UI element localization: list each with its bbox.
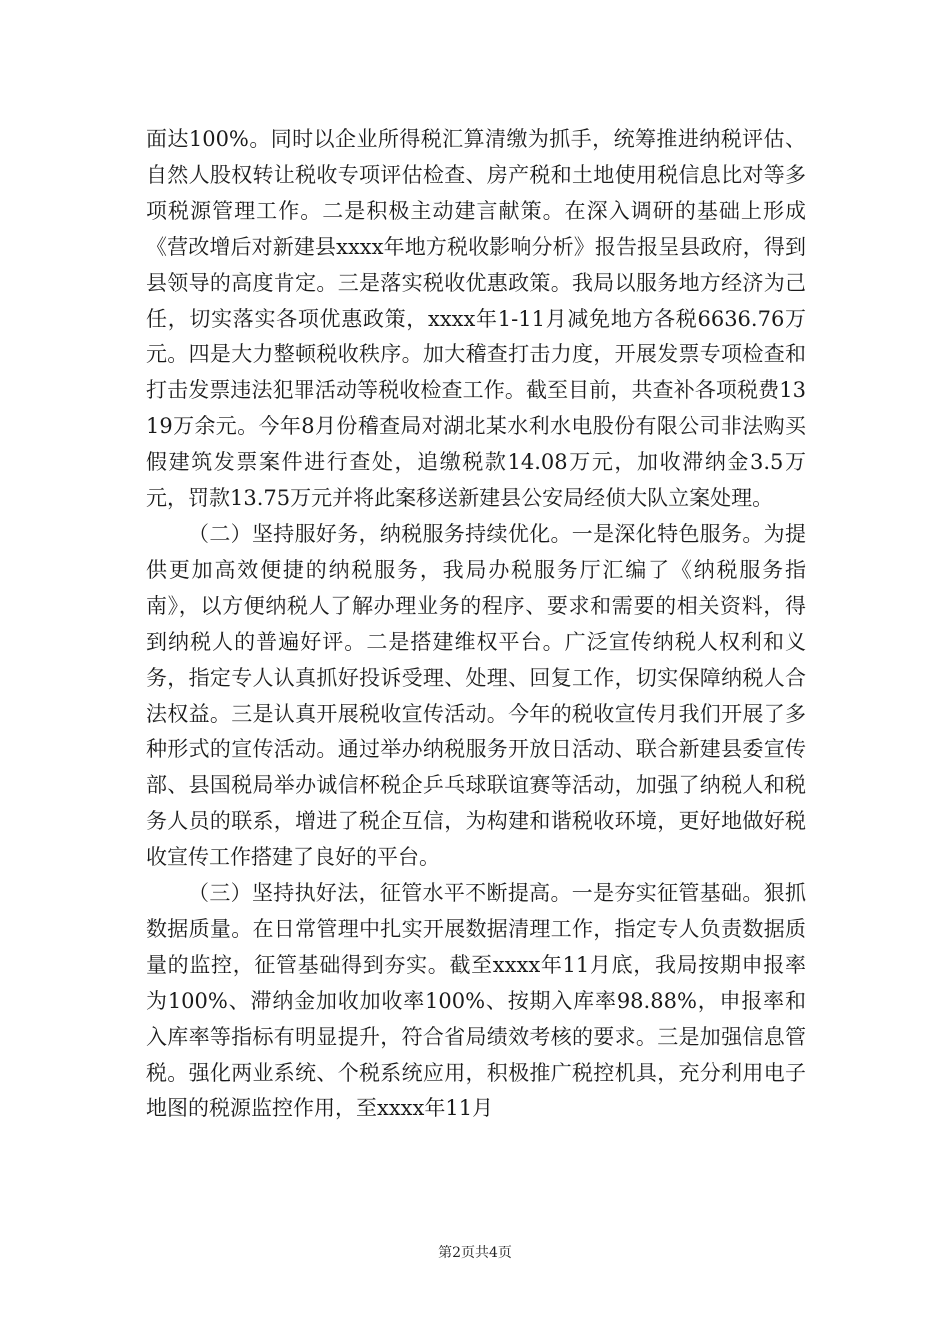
body-paragraph-1: 面达100%。同时以企业所得税汇算清缴为抓手，统筹推进纳税评估、自然人股权转让税收专项评估检查、房产税和土地使用税信息比对等多项税源管理工作。二是积极主动建言献策。在深入调研的基础上形成《营改增后对新建县xxxx年地方税收影响分析》报告报呈县政府，得到县领导的高度肯定。三是落实税收优惠政策。我局以服务地方经济为己任，切实落实各项优惠政策，xxxx年1-11月减免地方各税6636.76万元。四是大力整顿税收秩序。加大稽查打击力度，开展发票专项检查和打击发票违法犯罪活动等税收检查工作。截至目前，共查补各项税费1319万余元。今年8月份稽查局对湖北某水利水电股份有限公司非法购买假建筑发票案件进行查处，追缴税款14.08万元，加收滞纳金3.5万元，罚款13.75万元并将此案移送新建县公安局经侦大队立案处理。 (146, 127, 806, 511)
body-paragraph-2: （二）坚持服好务，纳税服务持续优化。一是深化特色服务。为提供更加高效便捷的纳税服务，我局办税服务厅汇编了《纳税服务指南》，以方便纳税人了解办理业务的程序、要求和需要的相关资料，得到纳税人的普遍好评。二是搭建维权平台。广泛宣传纳税人权利和义务，指定专人认真抓好投诉受理、处理、回复工作，切实保障纳税人合法权益。三是认真开展税收宣传活动。今年的税收宣传月我们开展了多种形式的宣传活动。通过举办纳税服务开放日活动、联合新建县委宣传部、县国税局举办诚信杯税企乒乓球联谊赛等活动，加强了纳税人和税务人员的联系，增进了税企互信，为构建和谐税收环境，更好地做好税收宣传工作搭建了良好的平台。 (146, 521, 806, 870)
page-number-footer: 第2页共4页 (438, 1245, 512, 1261)
body-paragraph-3: （三）坚持执好法，征管水平不断提高。一是夯实征管基础。狠抓数据质量。在日常管理中扎实开展数据清理工作，指定专人负责数据质量的监控，征管基础得到夯实。截至xxxx年11月底，我局按期申报率为100%、滞纳金加收加收率100%、按期入库率98.88%，申报率和入库率等指标有明显提升，符合省局绩效考核的要求。三是加强信息管税。强化两业系统、个税系统应用，积极推广税控机具，充分利用电子地图的税源监控作用，至xxxx年11月 (146, 881, 806, 1121)
document-body (146, 122, 806, 1127)
